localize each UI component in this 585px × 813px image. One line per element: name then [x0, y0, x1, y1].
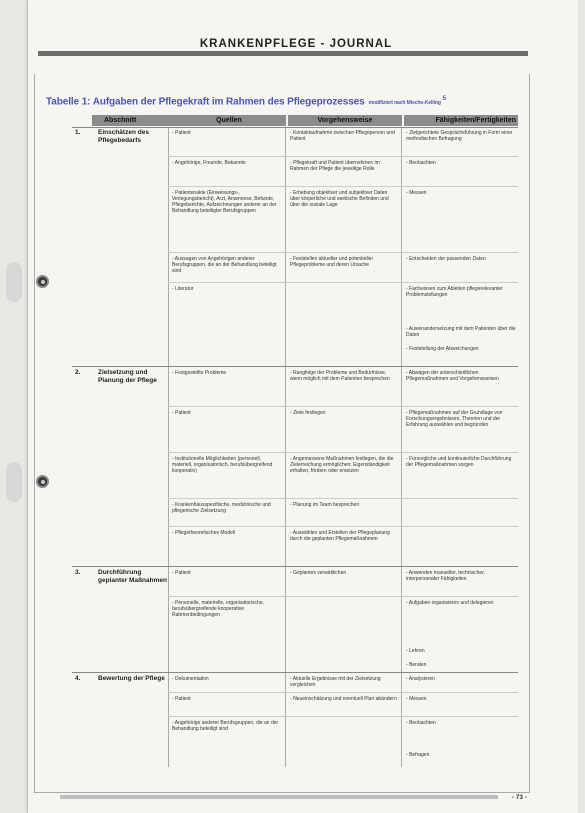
quelle-cell: - Patient	[172, 570, 282, 576]
binder-clip-top	[6, 262, 22, 302]
row-rule	[168, 692, 518, 693]
journal-title: KRANKENPFLEGE - JOURNAL	[199, 38, 393, 50]
row-rule	[168, 452, 518, 453]
quelle-cell: - Aussagen von Angehörigen anderer Berufsgruppen, die an der Behandlung beteiligt sind	[172, 256, 282, 274]
section-title: Zielsetzung und Planung der Pflege	[98, 369, 157, 384]
table-title	[46, 96, 446, 107]
row-rule	[168, 526, 518, 527]
vorgehen-cell: - Ziele festlegen	[290, 410, 398, 416]
faehigkeit-cell: - Anwenden manueller, technischer, interpersonaler Fähigkeiten	[406, 570, 518, 582]
section-number: 3.	[75, 569, 81, 576]
quelle-cell: - Institutionelle Möglichkeiten (personell, materiell, organisatorisch, berufsübergreifend kooperativ)	[172, 456, 282, 474]
quelle-cell: - Literatur	[172, 286, 282, 292]
vorgehen-cell: - Feststellen aktueller und potentieller Pflegeprobleme und deren Ursache	[290, 256, 398, 268]
section-rule	[72, 127, 518, 128]
row-rule	[168, 498, 518, 499]
faehigkeit-cell: - Entscheiden der passenden Daten	[406, 256, 518, 262]
vorgehen-cell: - Erhebung objektiver und subjektiver Daten über körperliche und seelische Befinden und über die soziale Lage	[290, 190, 398, 208]
row-rule	[168, 156, 518, 157]
quelle-cell: - Patientenakte (Einweisungs-, Verlegungsbericht), Arzt, Anamnese, Befunde, Pflegeberichte, Aufzeichnungen anderer an der Behandlung beteiligter Berufsgruppen	[172, 190, 282, 214]
vorgehen-cell: - Planung im Team besprechen	[290, 502, 398, 508]
vorgehen-cell: - Neueinschätzung und eventuell Plan abändern	[290, 696, 398, 702]
row-rule	[168, 252, 518, 253]
header-quellen: Quellen	[172, 115, 286, 126]
table-frame	[34, 74, 530, 793]
section-title: Bewertung der Pflege	[98, 675, 165, 682]
row-rule	[168, 716, 518, 717]
faehigkeit-cell: - Zielgerichtete Gesprächsführung in Form einer methodischen Befragung	[406, 130, 518, 142]
section-rule	[72, 566, 518, 567]
section-number: 2.	[75, 369, 81, 376]
quelle-cell: - Dokumentation	[172, 676, 282, 682]
vorgehen-cell: - Aktuelle Ergebnisse mit der Zielsetzung vergleichen	[290, 676, 398, 688]
faehigkeit-cell: - Messen	[406, 696, 518, 702]
vorgehen-cell: - Rangfolge der Probleme und Bedürfnisse, wenn möglich mit dem Patienten besprechen	[290, 370, 398, 382]
section-rule	[72, 672, 518, 673]
faehigkeit-cell: - Fachwissen zum Ableiten pflegerelevanter Problemstellungen	[406, 286, 518, 298]
vorgehen-cell: - Angemessene Maßnahmen festlegen, die die Zielerreichung ermöglichen; Eigenständigkeit erhalten, fördern oder ersetzen	[290, 456, 398, 474]
quelle-cell: - Pflegetheoretisches Modell	[172, 530, 282, 536]
header-faehigkeiten: Fähigkeiten/Fertigkeiten	[404, 115, 518, 126]
faehigkeit-cell: - Analysieren	[406, 676, 518, 682]
table-title-text: Tabelle 1: Aufgaben der Pflegekraft im Rahmen des Pflegeprozesses	[46, 96, 365, 108]
quelle-cell: - Festgestellte Probleme	[172, 370, 282, 376]
row-rule	[168, 406, 518, 407]
faehigkeit-cell: - Lehren	[406, 648, 518, 654]
quelle-cell: - Angehörige anderer Berufsgruppen, die an der Behandlung beteiligt sind	[172, 720, 282, 732]
title-rule	[38, 51, 528, 56]
row-rule	[168, 282, 518, 283]
page-number: - 73 -	[511, 794, 527, 801]
col-sep-1	[168, 127, 169, 767]
header-abschnitt: Abschnitt	[92, 115, 172, 126]
table-subtitle: modifiziert nach Mischo-Kelling	[368, 100, 441, 107]
faehigkeit-cell: - Auseinandersetzung mit dem Patienten über die Daten	[406, 326, 518, 338]
section-title: Durchführung geplanter Maßnahmen	[98, 569, 167, 584]
vorgehen-cell: - Geplantes verwirklichen	[290, 570, 398, 576]
faehigkeit-cell: - Fürsorgliche und kontinuierliche Durchführung der Pflegemaßnahmen sorgen	[406, 456, 518, 468]
faehigkeit-cell: - Messen	[406, 190, 518, 196]
section-number: 4.	[75, 675, 81, 682]
binder-clip-bottom	[6, 462, 22, 502]
section-rule	[72, 366, 518, 367]
col-sep-3	[401, 127, 402, 767]
header-vorgehensweise: Vorgehensweise	[288, 115, 402, 126]
row-rule	[168, 596, 518, 597]
quelle-cell: - Angehörige, Freunde, Bekannte	[172, 160, 282, 166]
section-number: 1.	[75, 129, 81, 136]
faehigkeit-cell: - Feststellung der Abweichungen	[406, 346, 518, 352]
faehigkeit-cell: - Beraten	[406, 662, 518, 668]
table-superscript: 5	[442, 96, 447, 102]
vorgehen-cell: - Auswählen und Erstellen der Pflegeplanung durch die geplanten Pflegemaßnahmen	[290, 530, 398, 542]
row-rule	[168, 186, 518, 187]
vorgehen-cell: - Pflegekraft und Patient übernehmen im Rahmen der Pflege die jeweilige Rolle	[290, 160, 398, 172]
quelle-cell: - Patient	[172, 410, 282, 416]
faehigkeit-cell: - Abwägen der unterschiedlichen Pflegemaßnahmen und Vorgehensweisen	[406, 370, 518, 382]
quelle-cell: - Personelle, materielle, organisatorische, berufsübergreifende kooperative Rahmenbedingungen	[172, 600, 282, 618]
col-sep-2	[285, 127, 286, 767]
faehigkeit-cell: - Beobachten	[406, 720, 518, 726]
faehigkeit-cell: - Befragen	[406, 752, 518, 758]
footer-rule	[60, 795, 498, 799]
quelle-cell: - Patient	[172, 130, 282, 136]
section-title: Einschätzen des Pflegebedarfs	[98, 129, 149, 144]
faehigkeit-cell: - Aufgaben organisieren und delegieren	[406, 600, 518, 606]
quelle-cell: - Krankenhausspezifische, medizinische und pflegerische Zielsetzung	[172, 502, 282, 514]
faehigkeit-cell: - Pflegemaßnahmen auf der Grundlage von Forschungsergebnissen, Theorien und der Erfahrung auswählen und begründen	[406, 410, 518, 428]
quelle-cell: - Patient	[172, 696, 282, 702]
vorgehen-cell: - Kontaktaufnahme zwischen Pflegeperson und Patient	[290, 130, 398, 142]
faehigkeit-cell: - Beobachten	[406, 160, 518, 166]
